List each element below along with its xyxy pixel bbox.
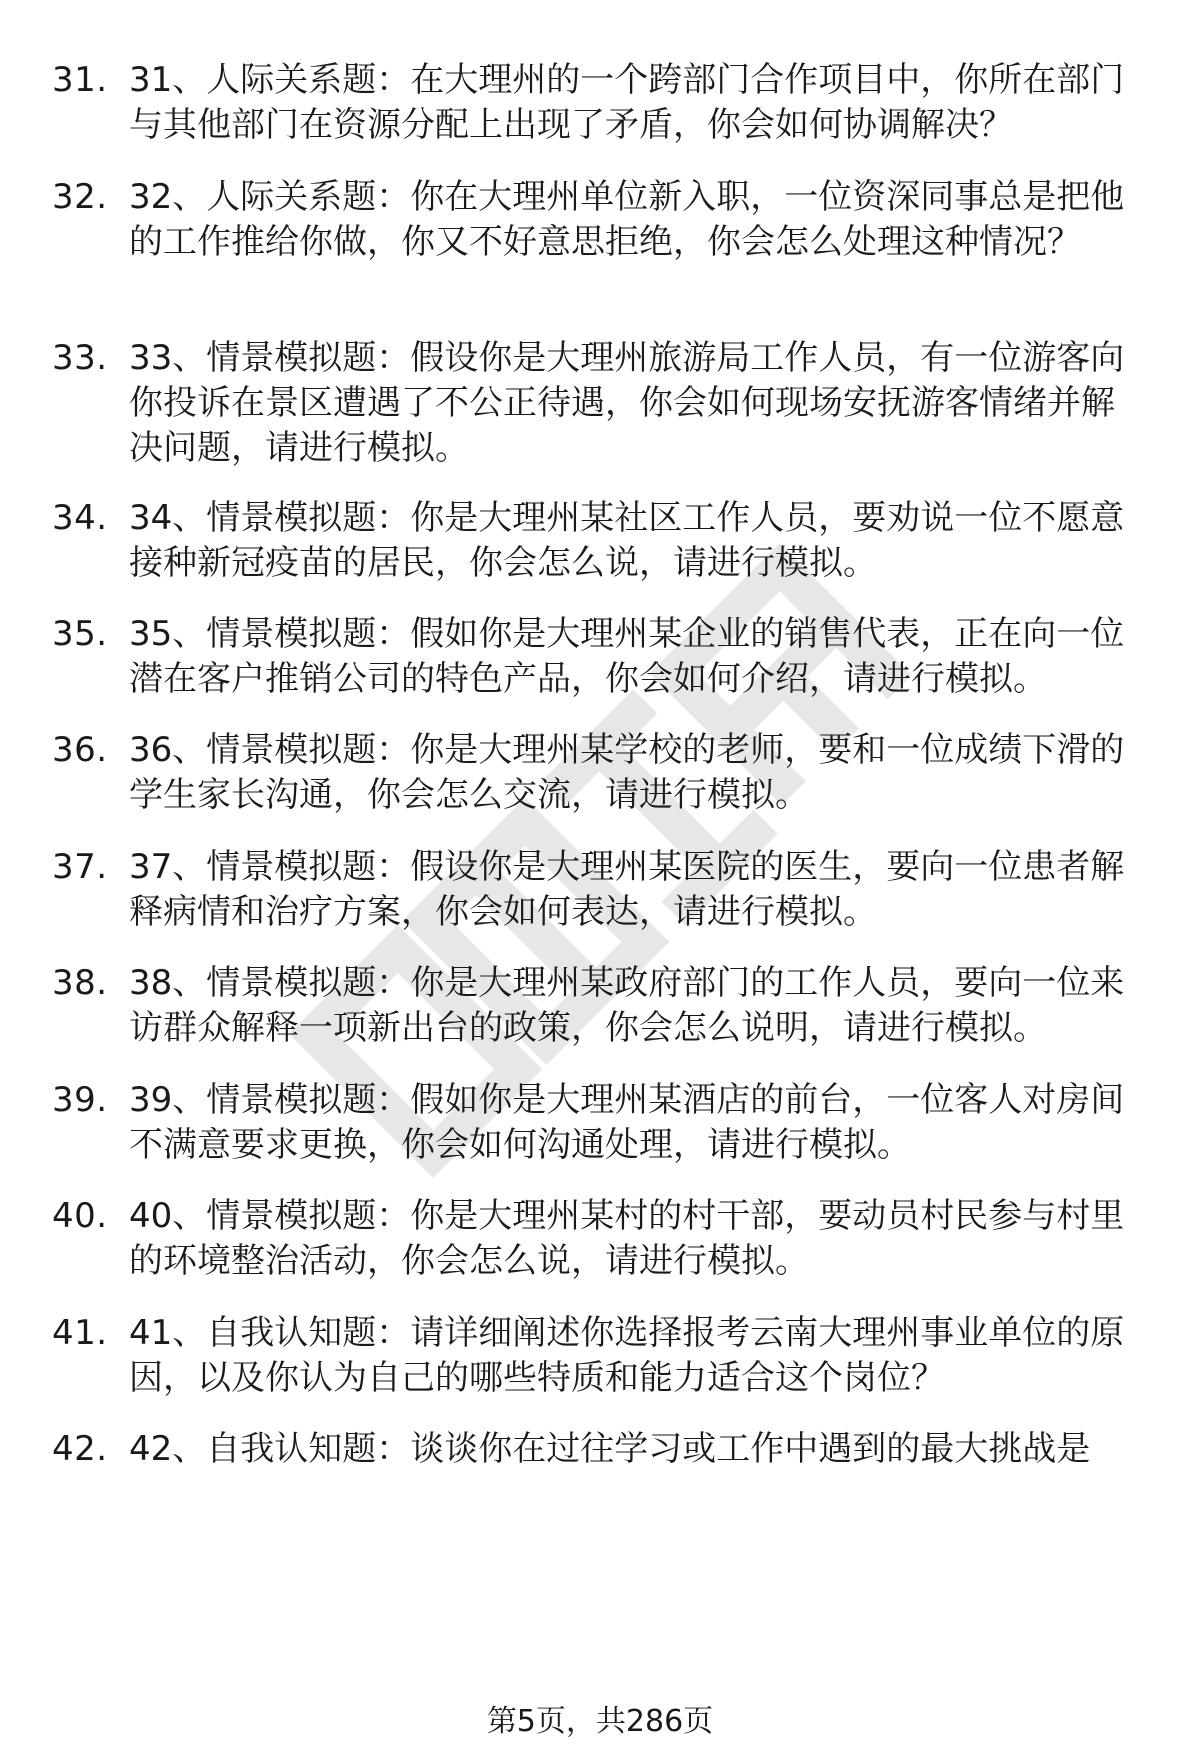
item-text: 34、情景模拟题：你是大理州某社区工作人员，要劝说一位不愿意接种新冠疫苗的居民，你会怎么说，请进行模拟。: [129, 498, 1125, 583]
item-text: 38、情景模拟题：你是大理州某政府部门的工作人员，要向一位来访群众解释一项新出台的政策，你会怎么说明，请进行模拟。: [129, 963, 1125, 1048]
item-number: 35.: [52, 614, 108, 654]
item-text: 42、自我认知题：谈谈你在过往学习或工作中遇到的最大挑战是: [129, 1429, 1091, 1469]
item-number: 40.: [52, 1196, 108, 1236]
item-text: 39、情景模拟题：假如你是大理州某酒店的前台，一位客人对房间不满意要求更换，你会如何沟通处理，请进行模拟。: [129, 1080, 1125, 1165]
item-text: 36、情景模拟题：你是大理州某学校的老师，要和一位成绩下滑的学生家长沟通，你会怎么交流，请进行模拟。: [129, 730, 1125, 815]
item-text: 41、自我认知题：请详细阐述你选择报考云南大理州事业单位的原因，以及你认为自己的哪些特质和能力适合这个岗位？: [129, 1313, 1125, 1398]
item-number: 33.: [52, 338, 108, 378]
page-footer: 第5页，共286页: [486, 1704, 714, 1739]
item-number: 42.: [52, 1429, 108, 1469]
item-number: 38.: [52, 963, 108, 1003]
item-number: 37.: [52, 847, 108, 887]
item-number: 34.: [52, 498, 108, 538]
item-text: 32、人际关系题：你在大理州单位新入职，一位资深同事总是把他的工作推给你做，你又不好意思拒绝，你会怎么处理这种情况？: [129, 177, 1125, 262]
item-number: 36.: [52, 730, 108, 770]
item-number: 39.: [52, 1080, 108, 1120]
item-text: 31、人际关系题：在大理州的一个跨部门合作项目中，你所在部门与其他部门在资源分配上出现了矛盾，你会如何协调解决？: [129, 60, 1125, 145]
item-number: 41.: [52, 1313, 108, 1353]
item-number: 31.: [52, 60, 108, 100]
item-text: 40、情景模拟题：你是大理州某村的村干部，要动员村民参与村里的环境整治活动，你会怎么说，请进行模拟。: [129, 1196, 1125, 1281]
item-number: 32.: [52, 177, 108, 217]
item-text: 35、情景模拟题：假如你是大理州某企业的销售代表，正在向一位潜在客户推销公司的特色产品，你会如何介绍，请进行模拟。: [129, 614, 1125, 699]
item-text: 37、情景模拟题：假设你是大理州某医院的医生，要向一位患者解释病情和治疗方案，你会如何表达，请进行模拟。: [129, 847, 1125, 932]
item-text: 33、情景模拟题：假设你是大理州旅游局工作人员，有一位游客向你投诉在景区遭遇了不公正待遇，你会如何现场安抚游客情绪并解决问题，请进行模拟。: [129, 338, 1125, 468]
